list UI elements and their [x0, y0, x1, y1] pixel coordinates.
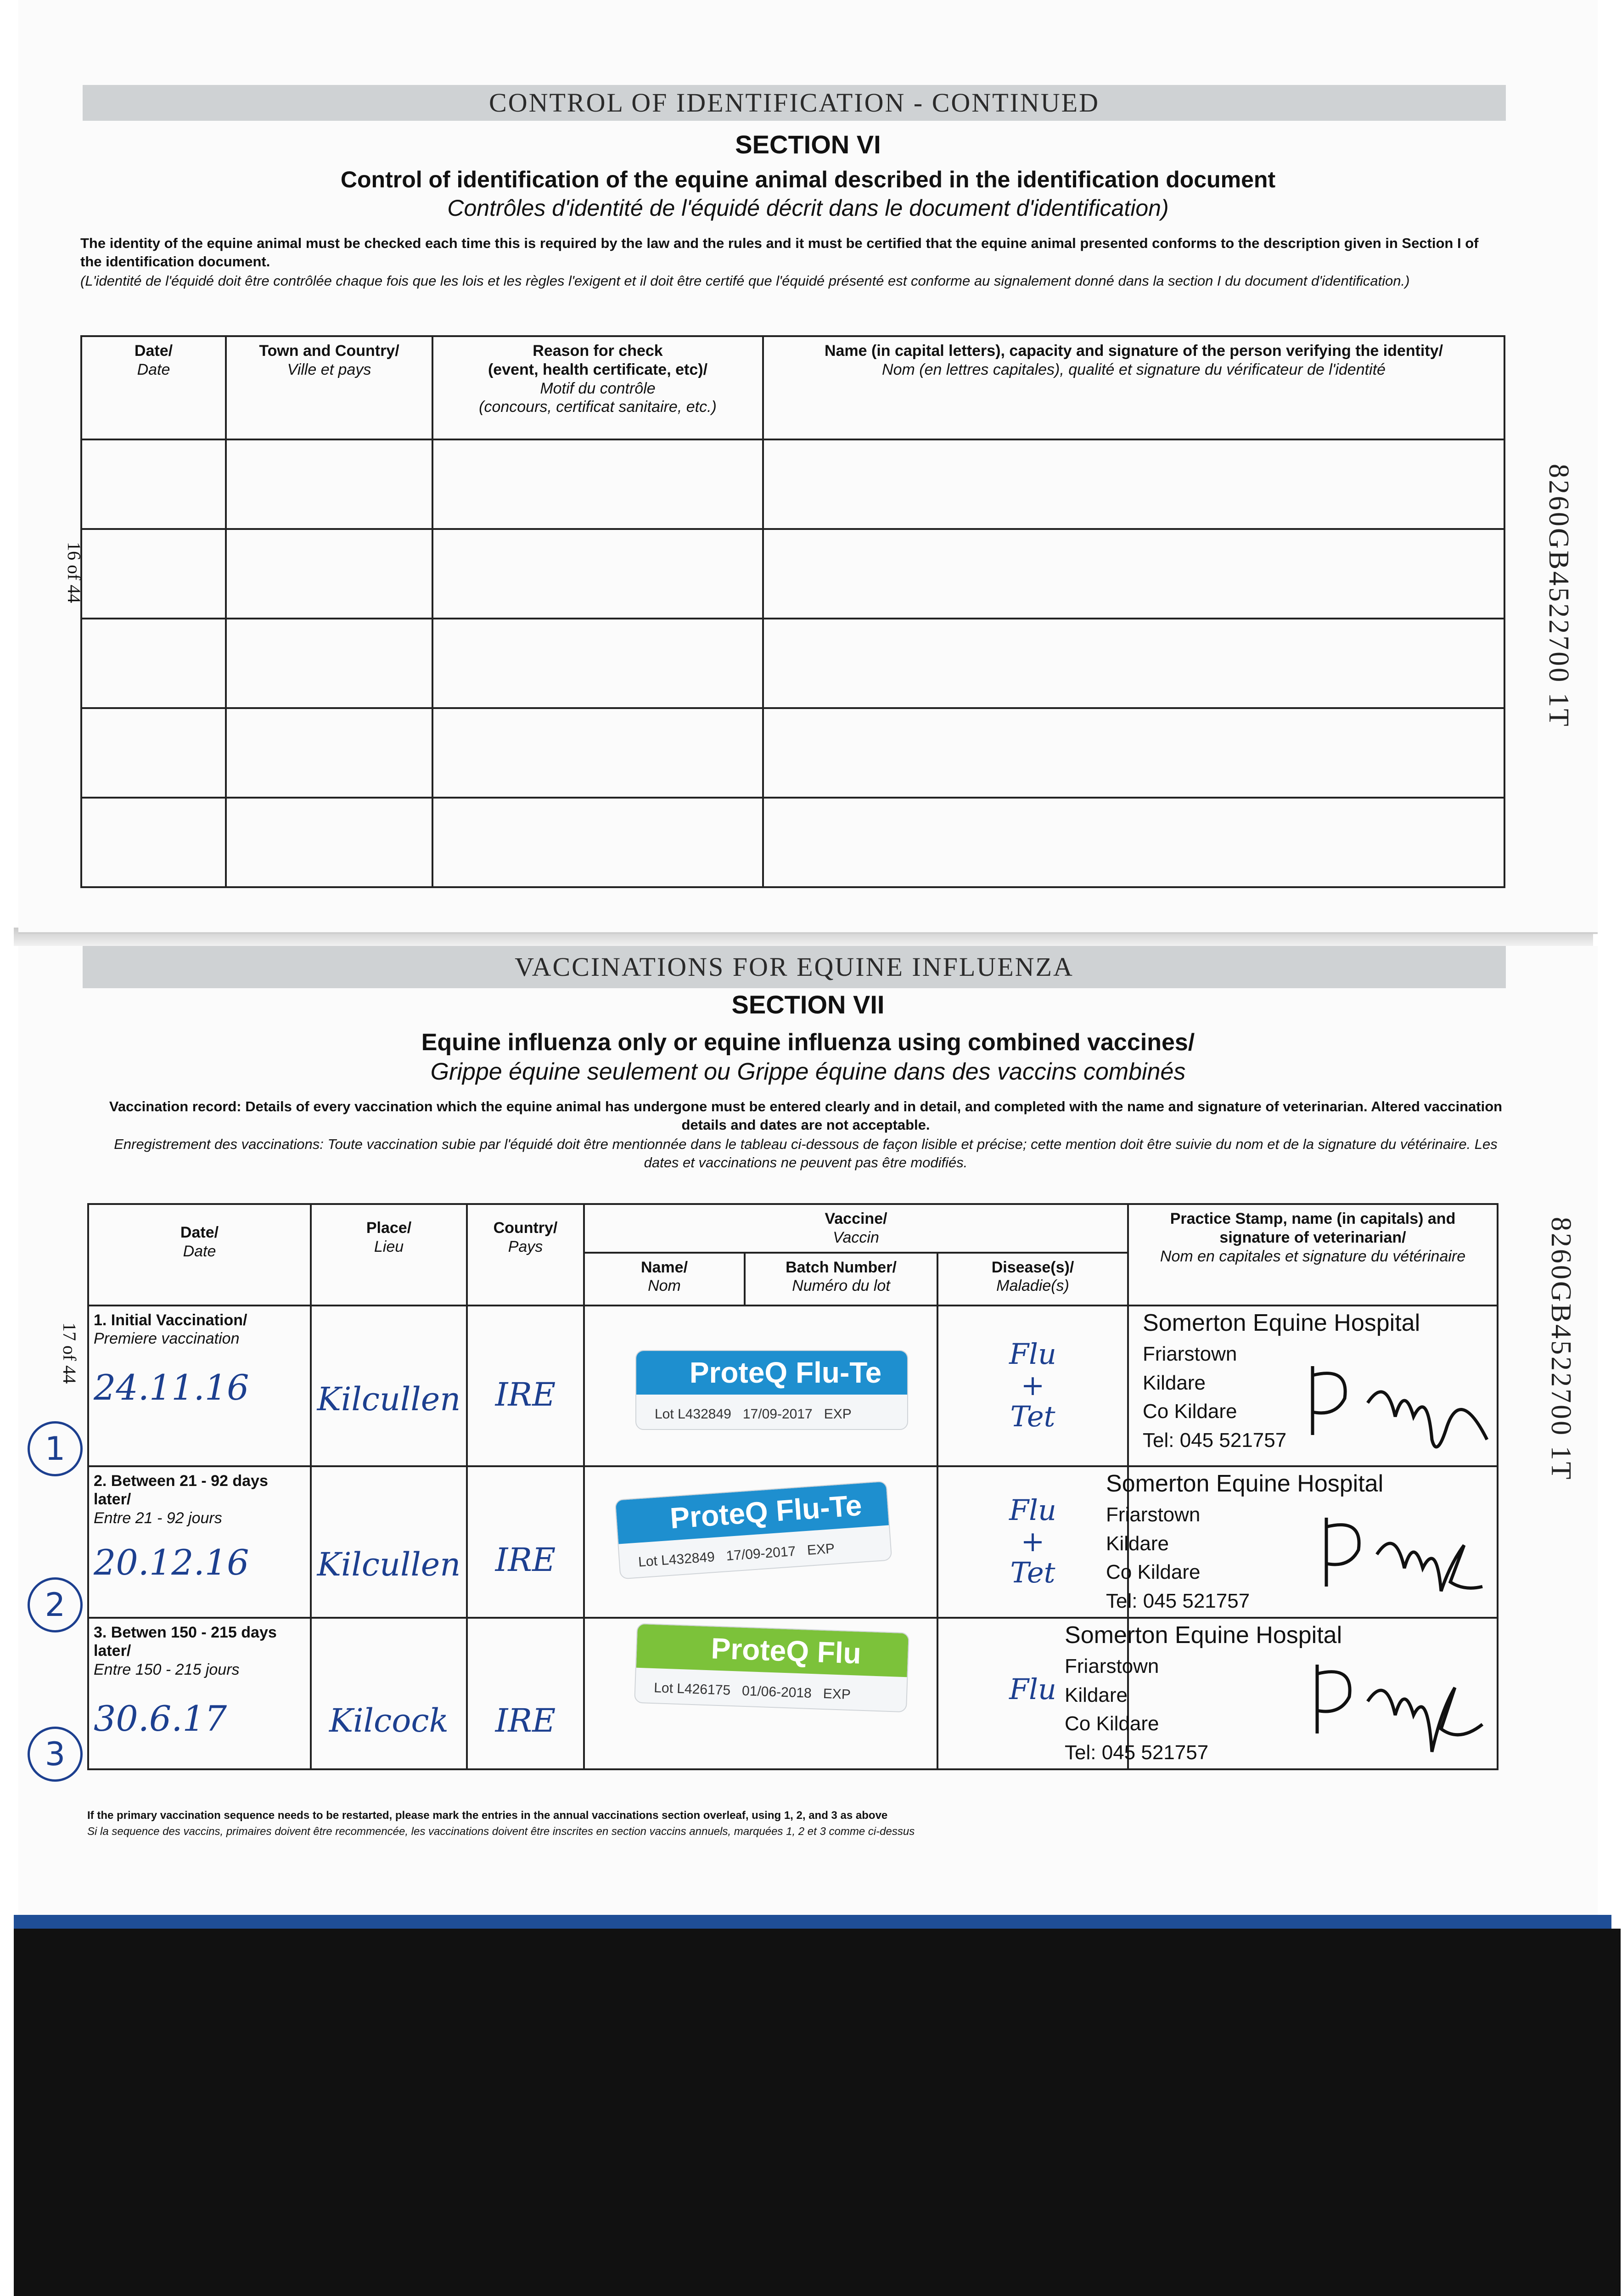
vaccine-sticker: ProteQ Flu-Te Lot L432849 17/09-2017 EXP	[635, 1350, 908, 1430]
section-vii-banner: VACCINATIONS FOR EQUINE INFLUENZA	[83, 946, 1506, 988]
vet-signature	[1294, 1348, 1492, 1463]
col-vaccine-header: Vaccine/ Vaccin	[584, 1204, 1128, 1253]
col-country-header: Country/ Pays	[467, 1204, 584, 1306]
vaccination-place: Kilcock	[329, 1701, 449, 1739]
identity-check-row[interactable]	[81, 798, 1504, 887]
footnote-en: If the primary vaccination sequence needs to be restarted, please mark the entries in the annual vaccinations section overleaf, using 1, 2, and 3 as above	[87, 1809, 888, 1822]
identity-check-row[interactable]	[81, 529, 1504, 619]
col-reason-header: Reason for check (event, health certificate, etc)/ Motif du contrôle (concours, certificat sanitaire, etc.)	[432, 336, 763, 439]
vaccination-record-fr: Enregistrement des vaccinations: Toute vaccination subie par l'équidé doit être mentionnée dans le tableau ci-dessous de façon lisible et précise; cette mention doit être suivie du nom et de la signature du vétérinaire. Les dates et vaccinations ne peuvent pas être modifiés.	[114, 1136, 1498, 1171]
vaccination-date: 24.11.16	[94, 1367, 249, 1408]
vet-signature	[1303, 1646, 1487, 1761]
vaccination-country: IRE	[495, 1375, 556, 1413]
identity-check-row[interactable]	[81, 439, 1504, 529]
col-vaccine-name-header: Name/ Nom	[584, 1253, 745, 1306]
section-vi-heading-fr: Contrôles d'identité de l'équidé décrit dans le document d'identification)	[447, 195, 1169, 221]
vaccination-table	[87, 1203, 1499, 1770]
identity-check-header-row	[81, 336, 1504, 439]
disease-entry: Flu + Tet	[1009, 1337, 1056, 1433]
vaccination-place: Kilcullen	[317, 1545, 461, 1583]
vet-stamp: Somerton Equine Hospital Friarstown Kildare Co Kildare Tel: 045 521757	[1143, 1309, 1420, 1452]
vet-stamp: Somerton Equine Hospital Friarstown Kildare Co Kildare Tel: 045 521757	[1065, 1621, 1342, 1764]
vaccination-record-en: Vaccination record: Details of every vaccination which the equine animal has undergone must be entered clearly and in detail, and completed with the name and signature of veterinarian. Altered vaccination details and dates are not acceptable.	[109, 1098, 1503, 1133]
vaccination-row-3[interactable]: 3. Betwen 150 - 215 days later/ Entre 150 - 215 jours 30.6.17 Kilcock IRE ProteQ Flu Lot L426175 01/06-2018 EXP Flu Somerton Equine Hospital Friarstown Kildare Co Kildare Tel: 045 521757	[88, 1618, 1498, 1769]
col-town-header: Town and Country/ Ville et pays	[226, 336, 432, 439]
section-vi-heading-en: Control of identification of the equine animal described in the identification document	[340, 167, 1276, 192]
row-marker-3: 3	[28, 1727, 83, 1782]
page-section-vii	[18, 946, 1598, 1919]
identity-check-row[interactable]	[81, 619, 1504, 708]
disease-entry: Flu + Tet	[1009, 1493, 1056, 1589]
page-section-vi	[18, 0, 1598, 934]
page-number-17: 17 of 44	[59, 1322, 80, 1384]
page-number-16: 16 of 44	[64, 542, 84, 603]
section-vi-intro-fr: (L'identité de l'équidé doit être contrôlée chaque fois que les lois et les règles l'exigent et il doit être certifé que l'équidé présenté est conforme au signalement donné dans la section I du document d'identification.)	[80, 273, 1410, 289]
book-cover-edge	[14, 1915, 1611, 1929]
vaccine-sticker: ProteQ Flu-Te Lot L432849 17/09-2017 EXP	[615, 1480, 892, 1579]
vet-stamp: Somerton Equine Hospital Friarstown Kildare Co Kildare Tel: 045 521757	[1106, 1470, 1384, 1612]
scan-background	[14, 1929, 1621, 2296]
vaccination-row-2[interactable]: 2. Between 21 - 92 days later/ Entre 21 - 92 jours 20.12.16 Kilcullen IRE ProteQ Flu-Te Lot L432849 17/09-2017 EXP Flu + Tet Somerton Equine Hospital Friarstown Kildare Co Kildare Tel: 045 521757	[88, 1466, 1498, 1618]
disease-entry: Flu	[1009, 1672, 1056, 1706]
section-vi-intro-en: The identity of the equine animal must be checked each time this is required by the law and the rules and it must be certified that the equine animal presented conforms to the description given in Section I of the identification document.	[80, 235, 1479, 270]
row-marker-1: 1	[28, 1421, 83, 1476]
col-date-header: Date/ Date	[81, 336, 226, 439]
identity-check-row[interactable]	[81, 708, 1504, 798]
col-verifier-header: Name (in capital letters), capacity and signature of the person verifying the identity/ Nom (en lettres capitales), qualité et signature du vérificateur de l'identité	[763, 336, 1504, 439]
footnote-fr: Si la sequence des vaccins, primaires doivent être recommencée, les vaccinations doivent être inscrites en section vaccins annuels, marquées 1, 2 et 3 comme ci-dessus	[87, 1825, 915, 1838]
document-id-vertical: 8260GB4522700 1T	[1543, 464, 1574, 728]
vaccination-country: IRE	[495, 1701, 556, 1739]
section-vii-heading-fr: Grippe équine seulement ou Grippe équine dans des vaccins combinés	[430, 1058, 1186, 1085]
col-place-header: Place/ Lieu	[311, 1204, 467, 1306]
vet-signature	[1313, 1499, 1487, 1605]
vaccination-place: Kilcullen	[317, 1380, 461, 1418]
identity-check-table	[80, 335, 1505, 888]
col-batch-header: Batch Number/ Numéro du lot	[745, 1253, 937, 1306]
col-stamp-header: Practice Stamp, name (in capitals) and signature of veterinarian/ Nom en capitales et signature du vétérinaire	[1128, 1204, 1498, 1306]
vaccination-date: 30.6.17	[94, 1698, 227, 1739]
vaccination-row-1[interactable]: 1. Initial Vaccination/ Premiere vaccination 24.11.16 Kilcullen IRE ProteQ Flu-Te Lot L432849 17/09-2017 EXP Flu + Tet Somerton Equine Hospital Friarstown Kildare Co Kildare Tel: 045 521757	[88, 1306, 1498, 1466]
section-vi-banner: CONTROL OF IDENTIFICATION - CONTINUED	[83, 85, 1506, 121]
col-date-header: Date/ Date	[88, 1204, 311, 1306]
vaccination-country: IRE	[495, 1541, 556, 1579]
section-vii-title: SECTION VII	[731, 990, 885, 1019]
section-vii-heading-en: Equine influenza only or equine influenza using combined vaccines/	[421, 1029, 1195, 1056]
document-id-vertical: 8260GB4522700 1T	[1545, 1217, 1577, 1481]
vaccination-date: 20.12.16	[94, 1542, 249, 1583]
vaccine-sticker: ProteQ Flu Lot L426175 01/06-2018 EXP	[634, 1623, 909, 1712]
vaccination-header-row	[88, 1204, 1498, 1253]
col-disease-header: Disease(s)/ Maladie(s)	[937, 1253, 1128, 1306]
section-vi-title: SECTION VI	[735, 130, 881, 159]
row-marker-2: 2	[28, 1577, 83, 1632]
